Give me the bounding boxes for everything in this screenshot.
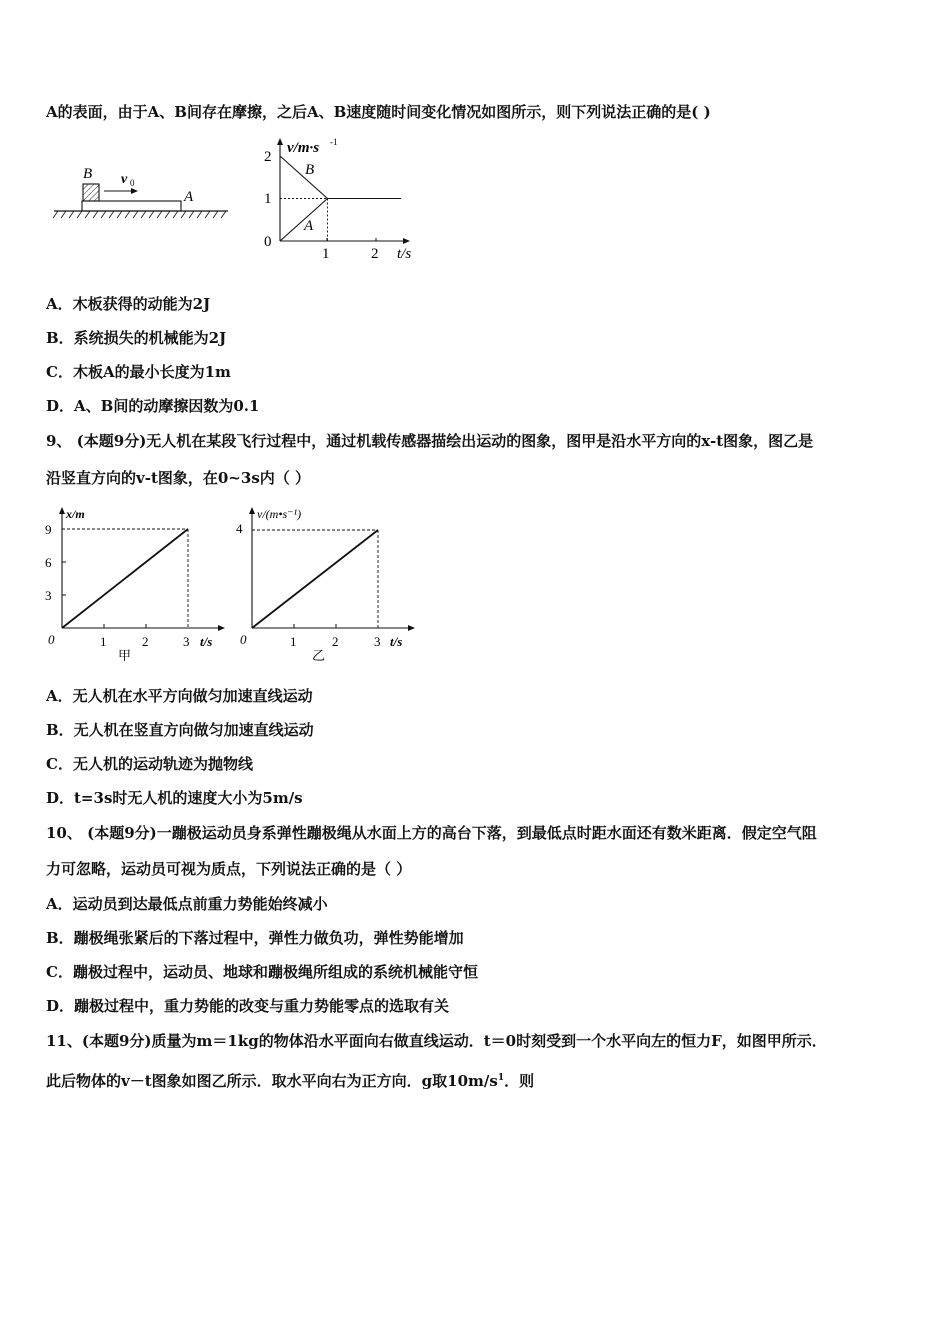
q9-option-a: A．无人机在水平方向做匀加速直线运动 (46, 687, 313, 705)
tick-y-0: 0 (264, 234, 272, 250)
series-line-B (280, 156, 401, 199)
q8-option-b: B．系统损失的机械能为2J (46, 329, 227, 347)
x-axis-label: t/s (397, 246, 412, 262)
series-label-A: A (304, 218, 314, 234)
q9-stem-line1: 9、 (本题9分)无人机在某段飞行过程中，通过机载传感器描绘出运动的图象，图甲是沿水平方向的x-t图象，图乙是 (46, 432, 814, 450)
label-A: A (184, 189, 194, 205)
label-v0: v (121, 172, 128, 187)
q10-option-d: D．蹦极过程中，重力势能的改变与重力势能零点的选取有关 (46, 997, 450, 1015)
tick-label-x-3: 3 (374, 634, 381, 649)
q10-stem-line1: 10、 (本题9分)一蹦极运动员身系弹性蹦极绳从水面上方的高台下落，到最低点时距水面还有数米距离．假定空气阻 (46, 824, 817, 842)
label-v0-sub: 0 (130, 178, 135, 188)
q8-stem: A的表面，由于A、B间存在摩擦，之后A、B速度随时间变化情况如图所示，则下列说法正确的是( ) (46, 103, 711, 121)
y-axis-arrow (59, 507, 65, 514)
x-axis-arrow (403, 238, 410, 244)
tick-y-2: 2 (264, 149, 272, 165)
q10-option-a: A．运动员到达最低点前重力势能始终减小 (46, 895, 328, 913)
q9-option-c: C．无人机的运动轨迹为抛物线 (46, 755, 253, 773)
tick-label-y-9: 9 (45, 522, 52, 537)
origin-label: 0 (48, 632, 55, 647)
q10-option-c: C．蹦极过程中，运动员、地球和蹦极绳所组成的系统机械能守恒 (46, 963, 478, 981)
q11-stem-line2-a: 此后物体的v－t图象如图乙所示．取水平向右为正方向．g取10m/s (46, 1072, 498, 1090)
y-axis-label: v/(m•s⁻¹) (257, 507, 302, 521)
tick-label-x-1: 1 (100, 634, 107, 649)
label-B: B (83, 166, 93, 182)
origin-label: 0 (240, 632, 247, 647)
x-axis-label: t/s (200, 634, 213, 649)
y-axis-label: v/m·s (287, 140, 320, 156)
q11-stem-line1: 11、(本题9分)质量为m＝1kg的物体沿水平面向右做直线运动．t＝0时刻受到一个水平向左的恒力F，如图甲所示． (46, 1032, 827, 1050)
q8-option-a: A．木板获得的动能为2J (46, 295, 211, 313)
q8-option-d: D．A、B间的动摩擦因数为0.1 (46, 397, 260, 415)
vt-graph-q8 (258, 132, 428, 262)
q11-stem-line2-b: ．则 (504, 1072, 535, 1090)
v0-arrowhead (131, 188, 138, 194)
y-axis-label-sup: -1 (330, 137, 338, 147)
caption-yi: 乙 (312, 648, 326, 663)
q10-option-b: B．蹦极绳张紧后的下落过程中，弹性力做负功，弹性势能增加 (46, 929, 464, 947)
caption-jia: 甲 (118, 648, 132, 663)
series-label-B: B (305, 162, 315, 178)
block-board-figure (52, 158, 232, 220)
tick-label-x-2: 2 (332, 634, 339, 649)
x-axis-arrow (218, 625, 225, 631)
q9-option-b: B．无人机在竖直方向做匀加速直线运动 (46, 721, 314, 739)
ground-hatch (53, 211, 226, 218)
tick-label-x-2: 2 (371, 246, 379, 262)
tick-label-x-1: 1 (322, 246, 330, 262)
y-axis-arrow (277, 138, 283, 145)
xt-graph-jia (42, 502, 232, 666)
tick-y-1: 1 (264, 191, 272, 207)
q9-stem-line2: 沿竖直方向的v-t图象，在0~3s内（ ） (46, 469, 310, 487)
x-axis-label: t/s (390, 634, 403, 649)
x-axis-arrow (408, 625, 415, 631)
q8-option-c: C．木板A的最小长度为1m (46, 363, 231, 381)
tick-label-y-4: 4 (236, 521, 243, 536)
tick-label-y-6: 6 (45, 555, 52, 570)
series-line-xt (62, 529, 188, 628)
series-line-vt (252, 530, 378, 628)
block-B (83, 184, 99, 201)
q11-stem-line2 (46, 1068, 534, 1091)
q11-stem-line2-sup: 1 (497, 1073, 505, 1083)
q9-option-d: D．t=3s时无人机的速度大小为5m/s (46, 789, 303, 807)
vt-graph-yi (232, 502, 422, 666)
tick-label-x-1: 1 (290, 634, 297, 649)
board-A (82, 201, 181, 211)
tick-label-x-2: 2 (142, 634, 149, 649)
tick-label-y-3: 3 (45, 588, 52, 603)
tick-label-x-3: 3 (183, 634, 190, 649)
y-axis-label: x/m (66, 507, 85, 521)
q10-stem-line2: 力可忽略，运动员可视为质点，下列说法正确的是（ ） (46, 860, 412, 878)
y-axis-arrow (249, 507, 255, 514)
